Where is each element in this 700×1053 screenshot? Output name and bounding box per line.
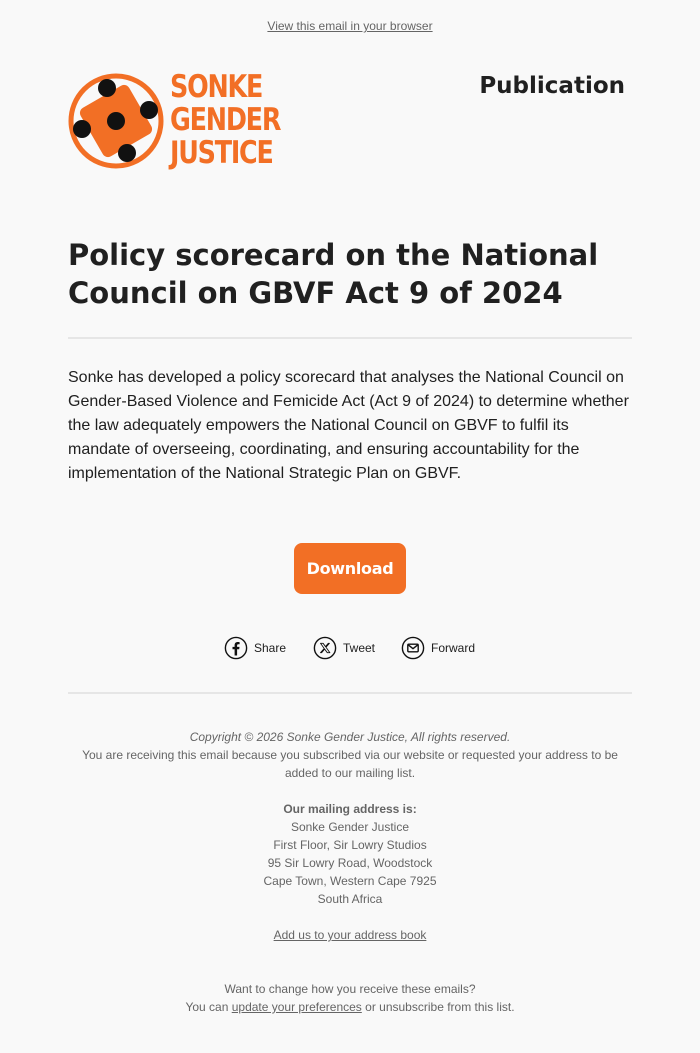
share-facebook-button[interactable] <box>224 635 286 661</box>
divider <box>68 337 632 339</box>
x-icon <box>313 636 337 660</box>
view-in-browser-link[interactable]: View this email in your browser <box>267 19 433 33</box>
preferences-line <box>68 998 632 1016</box>
address-line: South Africa <box>317 892 383 906</box>
update-preferences-link[interactable]: update your preferences <box>231 1000 362 1014</box>
email-icon <box>401 636 425 660</box>
facebook-icon <box>224 636 248 660</box>
sonke-logo[interactable] <box>68 69 281 171</box>
copyright-text: Copyright © 2026 Sonke Gender Justice, All rights reserved. <box>189 730 511 744</box>
logo-word-sonke: SONKE <box>170 69 263 105</box>
article-title: Policy scorecard on the National Council on GBVF Act 9 of 2024 <box>68 238 599 310</box>
address-line: First Floor, Sir Lowry Studios <box>273 838 427 852</box>
tweet-button[interactable] <box>313 635 375 661</box>
forward-button[interactable] <box>401 635 475 661</box>
footer <box>68 728 632 1016</box>
address-line: Sonke Gender Justice <box>290 820 410 834</box>
publication-label: Publication <box>479 73 625 99</box>
subscription-note: You are receiving this email because you subscribed via our website or requested your address to be added to our mailing list. <box>82 748 618 780</box>
address-line: Cape Town, Western Cape 7925 <box>263 874 437 888</box>
share-facebook-label: Share <box>254 641 287 655</box>
address-line: 95 Sir Lowry Road, Woodstock <box>267 856 433 870</box>
mailing-address-heading: Our mailing address is: <box>283 802 417 816</box>
you-can-text: You can <box>185 1000 229 1014</box>
share-bar <box>0 635 700 661</box>
unsubscribe-text[interactable]: or unsubscribe from this list. <box>365 1000 515 1014</box>
article-body: Sonke has developed a policy scorecard that analyses the National Council on Gender-Based Violence and Femicide Act (Act 9 of 2024) to determine whether the law adequately empowers the National Council on GBVF to fulfil its mandate of overseeing, coordinating, and ensuring accountability for the implementation of the National Strategic Plan on GBVF. <box>68 369 629 482</box>
forward-label: Forward <box>431 641 476 655</box>
download-button[interactable]: Download <box>294 543 406 594</box>
dice-logo-icon <box>68 71 168 171</box>
change-prompt: Want to change how you receive these emails? <box>224 982 476 996</box>
logo-word-gender: GENDER <box>170 102 281 138</box>
divider <box>68 692 632 694</box>
tweet-label: Tweet <box>343 641 376 655</box>
add-to-address-book-link[interactable]: Add us to your address book <box>273 928 427 942</box>
logo-word-justice: JUSTICE <box>170 135 273 171</box>
